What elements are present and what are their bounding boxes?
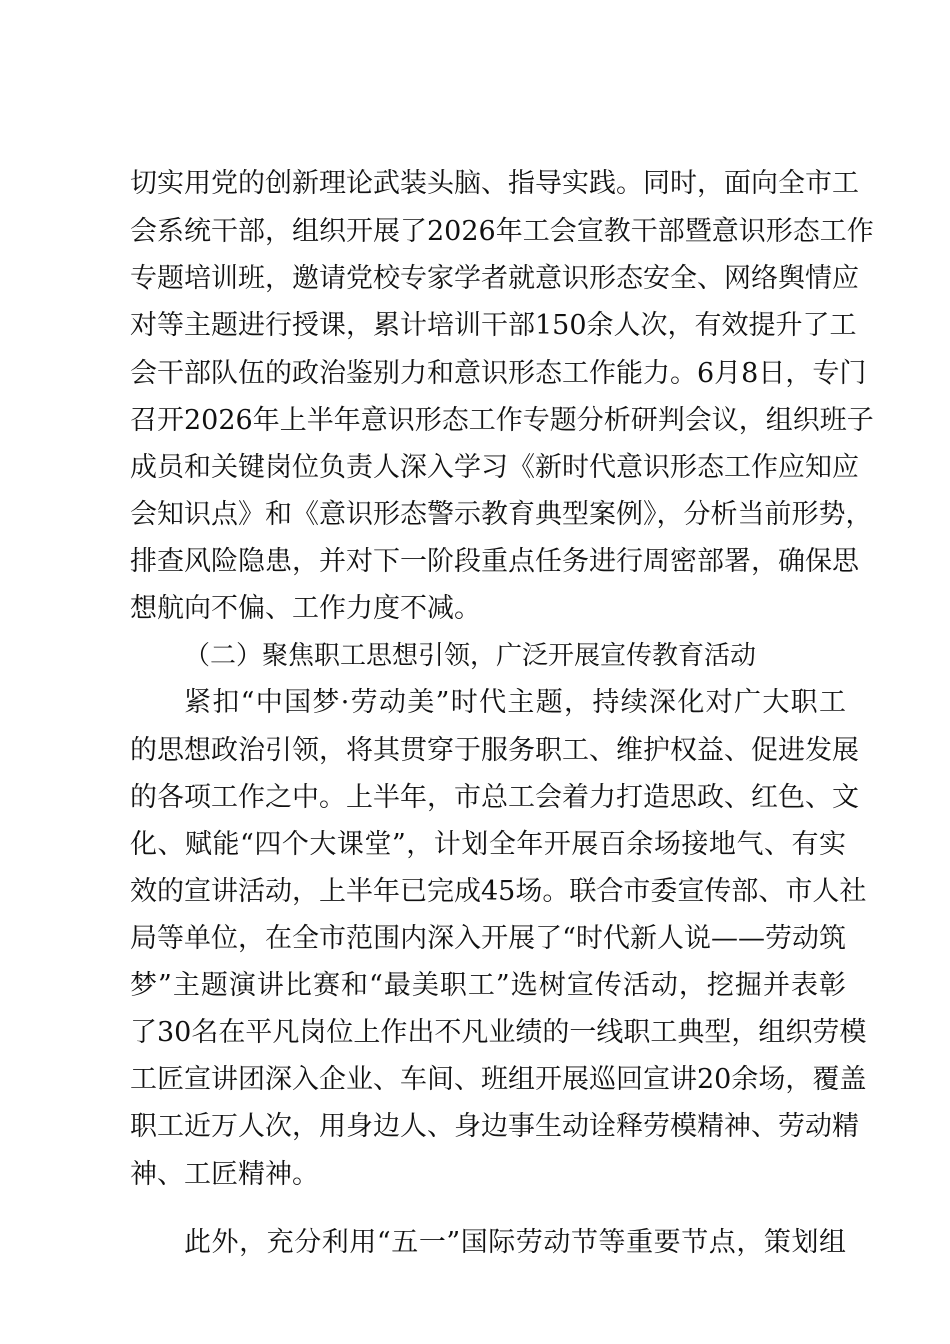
paragraph-2-line-8: 了30名在平凡岗位上作出不凡业绩的一线职工典型，组织劳模 bbox=[130, 1017, 867, 1048]
paragraph-1-line-1: 切实用党的创新理论武装头脑、指导实践。同时，面向全市工 bbox=[130, 168, 859, 199]
paragraph-1-line-10: 想航向不偏、工作力度不减。 bbox=[130, 593, 481, 624]
paragraph-1-line-7: 成员和关键岗位负责人深入学习《新时代意识形态工作应知应 bbox=[130, 452, 859, 483]
section-heading: （二）聚焦职工思想引领，广泛开展宣传教育活动 bbox=[184, 641, 757, 671]
paragraph-2-line-4: 化、赋能“四个大课堂”，计划全年开展百余场接地气、有实 bbox=[130, 829, 846, 860]
paragraph-1-line-4: 对等主题进行授课，累计培训干部150余人次，有效提升了工 bbox=[130, 310, 857, 341]
paragraph-2-line-10: 职工近万人次，用身边人、身边事生动诠释劳模精神、劳动精 bbox=[130, 1111, 859, 1142]
paragraph-2-line-7: 梦”主题演讲比赛和“最美职工”选树宣传活动，挖掘并表彰 bbox=[130, 970, 846, 1001]
paragraph-2-line-5: 效的宣讲活动，上半年已完成45场。联合市委宣传部、市人社 bbox=[130, 876, 867, 907]
paragraph-1-line-6: 召开2026年上半年意识形态工作专题分析研判会议，组织班子 bbox=[130, 405, 874, 436]
paragraph-1-line-5: 会干部队伍的政治鉴别力和意识形态工作能力。6月8日，专门 bbox=[130, 358, 867, 389]
paragraph-1-line-3: 专题培训班，邀请党校专家学者就意识形态安全、网络舆情应 bbox=[130, 263, 859, 294]
paragraph-2-line-6: 局等单位，在全市范围内深入开展了“时代新人说——劳动筑 bbox=[130, 923, 846, 954]
paragraph-3-line-1: 此外，充分利用“五一”国际劳动节等重要节点，策划组 bbox=[184, 1227, 846, 1258]
paragraph-1-line-9: 排查风险隐患，并对下一阶段重点任务进行周密部署，确保思 bbox=[130, 546, 859, 577]
paragraph-1-line-2: 会系统干部，组织开展了2026年工会宣教干部暨意识形态工作 bbox=[130, 216, 874, 247]
paragraph-2-line-3: 的各项工作之中。上半年，市总工会着力打造思政、红色、文 bbox=[130, 782, 859, 813]
paragraph-2-line-9: 工匠宣讲团深入企业、车间、班组开展巡回宣讲20余场，覆盖 bbox=[130, 1064, 867, 1095]
paragraph-2-line-11: 神、工匠精神。 bbox=[130, 1159, 319, 1190]
paragraph-2-line-2: 的思想政治引领，将其贯穿于服务职工、维护权益、促进发展 bbox=[130, 735, 859, 766]
paragraph-1-line-8: 会知识点》和《意识形态警示教育典型案例》，分析当前形势， bbox=[130, 499, 873, 530]
paragraph-2-line-1: 紧扣“中国梦·劳动美”时代主题，持续深化对广大职工 bbox=[184, 687, 846, 718]
